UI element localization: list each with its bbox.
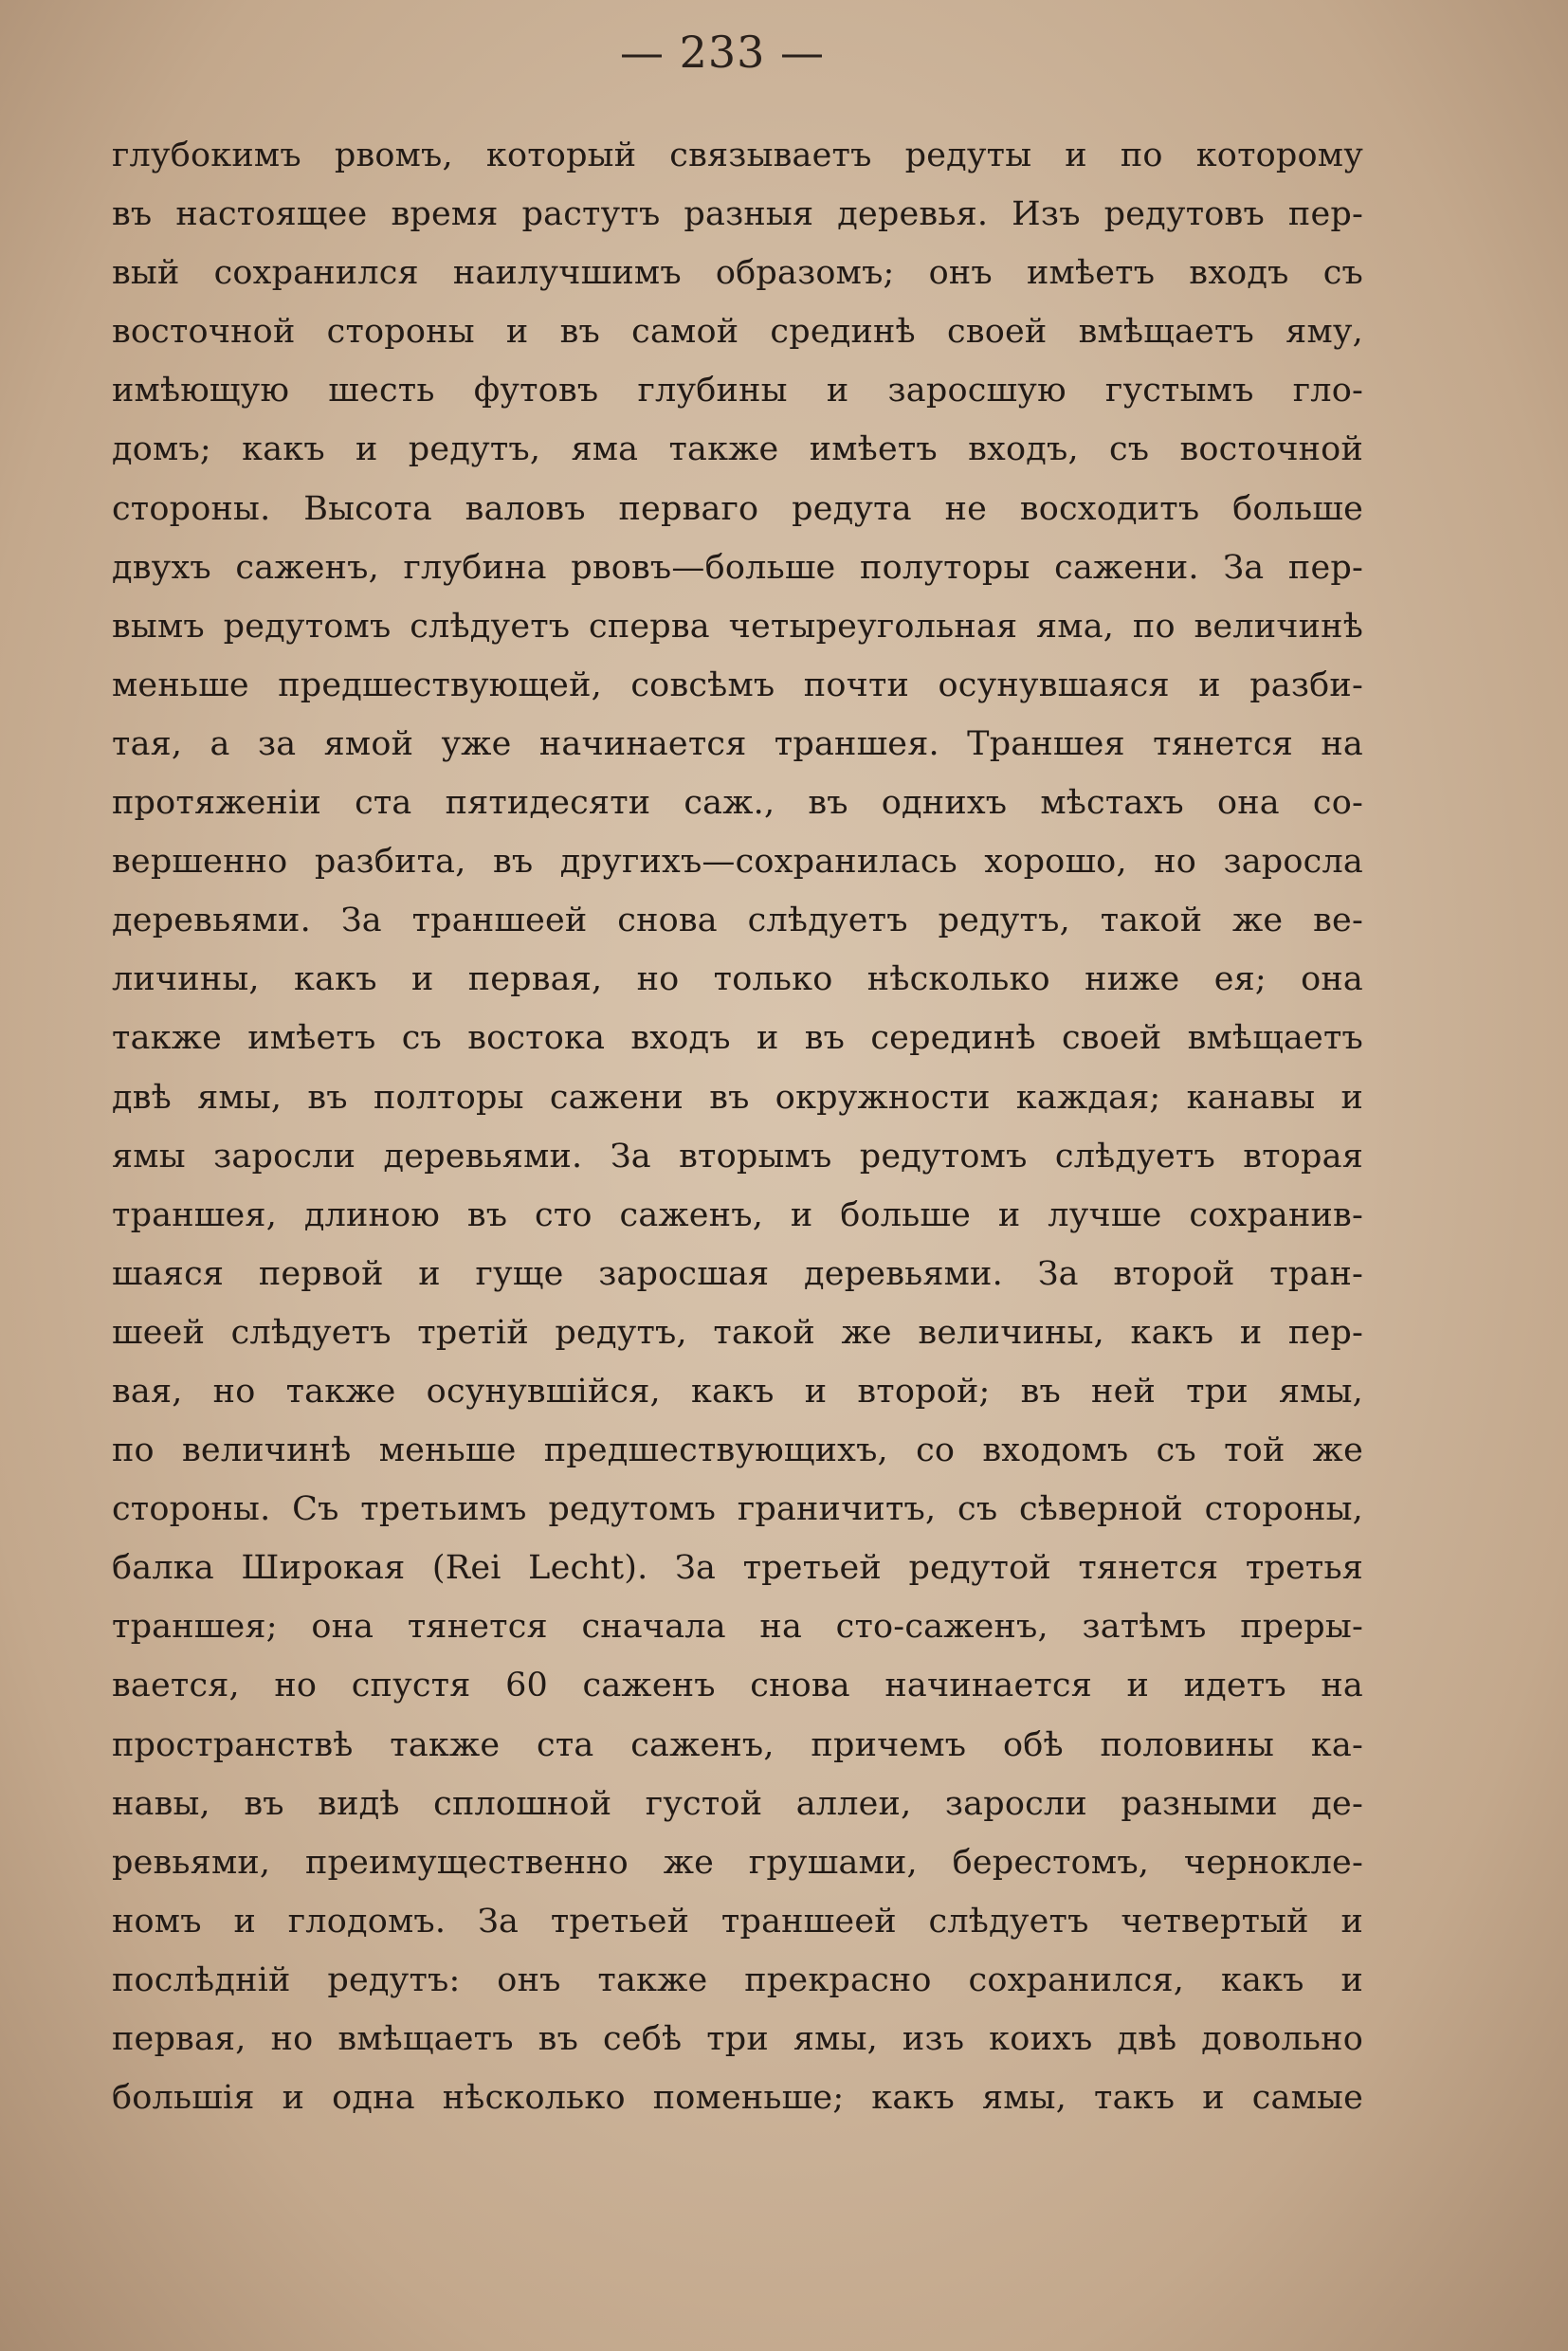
- text-line: также имѣетъ съ востока входъ и въ серединѣ своей вмѣщаетъ: [112, 1019, 1363, 1058]
- body-text: [112, 126, 1363, 2127]
- text-line: стороны. Высота валовъ перваго редута не восходитъ больше: [112, 489, 1363, 528]
- text-line: вершенно разбита, въ другихъ—сохранилась хорошо, но заросла: [112, 843, 1363, 882]
- text-line: траншея; она тянется сначала на сто-саженъ, затѣмъ преры-: [112, 1608, 1363, 1647]
- text-line: восточной стороны и въ самой срединѣ своей вмѣщаетъ яму,: [112, 313, 1363, 352]
- text-line: по величинѣ меньше предшествующихъ, со входомъ съ той же: [112, 1431, 1363, 1470]
- page-number: — 233 —: [619, 27, 826, 78]
- text-line: вымъ редутомъ слѣдуетъ сперва четыреугольная яма, по величинѣ: [112, 607, 1363, 646]
- text-line: большія и одна нѣсколько поменьше; какъ ямы, такъ и самые: [112, 2079, 1363, 2118]
- text-line: балка Широкая (Rei Lecht). За третьей редутой тянется третья: [112, 1549, 1363, 1588]
- text-line: вается, но спустя 60 саженъ снова начинается и идетъ на: [112, 1667, 1363, 1705]
- text-line: тая, а за ямой уже начинается траншея. Траншея тянется на: [112, 724, 1363, 763]
- text-line: послѣдній редутъ: онъ также прекрасно сохранился, какъ и: [112, 1960, 1363, 1999]
- text-line: ямы заросли деревьями. За вторымъ редутомъ слѣдуетъ вторая: [112, 1137, 1363, 1176]
- text-line: въ настоящее время растутъ разныя деревья. Изъ редутовъ пер-: [112, 195, 1363, 234]
- text-line: траншея, длиною въ сто саженъ, и больше и лучше сохранив-: [112, 1195, 1363, 1234]
- text-line: шеей слѣдуетъ третій редутъ, такой же величины, какъ и пер-: [112, 1313, 1363, 1352]
- text-line: вый сохранился наилучшимъ образомъ; онъ имѣетъ входъ съ: [112, 254, 1363, 293]
- text-line: пространствѣ также ста саженъ, причемъ обѣ половины ка-: [112, 1725, 1363, 1764]
- text-line: вая, но также осунувшійся, какъ и второй; въ ней три ямы,: [112, 1372, 1363, 1411]
- text-line: ревьями, преимущественно же грушами, берестомъ, черноклe-: [112, 1843, 1363, 1882]
- text-line: шаяся первой и гуще заросшая деревьями. За второй тран-: [112, 1254, 1363, 1293]
- text-line: двѣ ямы, въ полторы сажени въ окружности каждая; канавы и: [112, 1078, 1363, 1117]
- text-line: меньше предшествующей, совсѣмъ почти осунувшаяся и разби-: [112, 665, 1363, 704]
- text-line: стороны. Съ третьимъ редутомъ граничитъ, съ сѣверной стороны,: [112, 1490, 1363, 1529]
- text-line: номъ и глодомъ. За третьей траншеей слѣдуетъ четвертый и: [112, 1902, 1363, 1941]
- text-line: первая, но вмѣщаетъ въ себѣ три ямы, изъ коихъ двѣ довольно: [112, 2020, 1363, 2058]
- text-line: протяженіи ста пятидесяти саж., въ однихъ мѣстахъ она со-: [112, 784, 1363, 823]
- text-line: глубокимъ рвомъ, который связываетъ редуты и по которому: [112, 137, 1363, 174]
- text-line: личины, какъ и первая, но только нѣсколько ниже ея; она: [112, 960, 1363, 999]
- text-line: деревьями. За траншеей снова слѣдуетъ редутъ, такой же ве-: [112, 902, 1363, 940]
- text-line: двухъ саженъ, глубина рвовъ—больше полуторы сажени. За пер-: [112, 548, 1363, 587]
- text-line: домъ; какъ и редутъ, яма также имѣетъ входъ, съ восточной: [112, 430, 1363, 469]
- text-line: имѣющую шесть футовъ глубины и заросшую густымъ гло-: [112, 372, 1363, 410]
- text-line: навы, въ видѣ сплошной густой аллеи, заросли разными де-: [112, 1784, 1363, 1823]
